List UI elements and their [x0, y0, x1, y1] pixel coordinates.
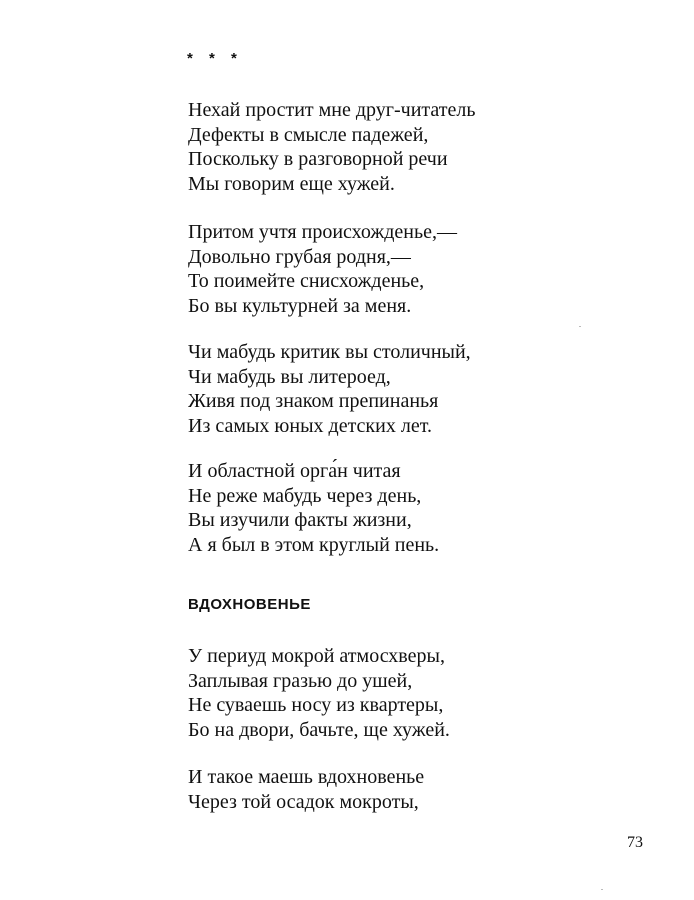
stanza-6	[188, 765, 424, 814]
stanza-1	[188, 98, 475, 196]
verse-line: Вы изучили факты жизни,	[188, 509, 412, 531]
verse-line: Не суваешь носу из квартеры,	[188, 694, 444, 716]
poem-title: ВДОХНОВЕНЬЕ	[188, 596, 311, 613]
verse-line: Через той осадок мокроты,	[188, 790, 419, 813]
stanza-4	[188, 459, 439, 557]
verse-line: Из самых юных детских лет.	[188, 414, 432, 437]
verse-line: Мы говорим еще хужей.	[188, 172, 395, 195]
verse-line: Нехай простит мне друг-читатель	[188, 99, 476, 121]
verse-line: Бо на двори, бачьте, ще хужей.	[188, 718, 450, 741]
verse-line: Чи мабудь критик вы столичный,	[188, 341, 471, 363]
verse-line: Довольно грубая родня,—	[188, 245, 411, 268]
verse-line: Поскольку в разговорной речи	[188, 148, 448, 170]
verse-line: У периуд мокрой атмосхверы,	[188, 645, 445, 667]
verse-line: А я был в этом круглый пень.	[188, 533, 440, 556]
section-divider-asterisks: * * *	[187, 50, 243, 67]
verse-line: Живя под знаком препинанья	[188, 390, 439, 412]
verse-line: И областной орга́н читая	[188, 460, 401, 482]
verse-line: Притом учтя происхожденье,—	[188, 221, 457, 243]
stanza-2	[188, 220, 457, 318]
verse-line: Чи мабудь вы литероед,	[188, 365, 391, 388]
verse-line: Бо вы культурней за меня.	[188, 294, 412, 317]
page-number: 73	[627, 834, 643, 851]
scan-speck	[579, 326, 581, 327]
verse-line: Не реже мабудь через день,	[188, 484, 422, 507]
scan-speck	[601, 889, 603, 890]
verse-line: И такое маешь вдохновенье	[188, 766, 425, 788]
verse-line: Дефекты в смысле падежей,	[188, 123, 429, 146]
stanza-5	[188, 644, 450, 742]
verse-line: То поимейте снисхожденье,	[188, 270, 425, 292]
verse-line: Заплывая гразью до ушей,	[188, 669, 413, 692]
stanza-3	[188, 340, 471, 438]
